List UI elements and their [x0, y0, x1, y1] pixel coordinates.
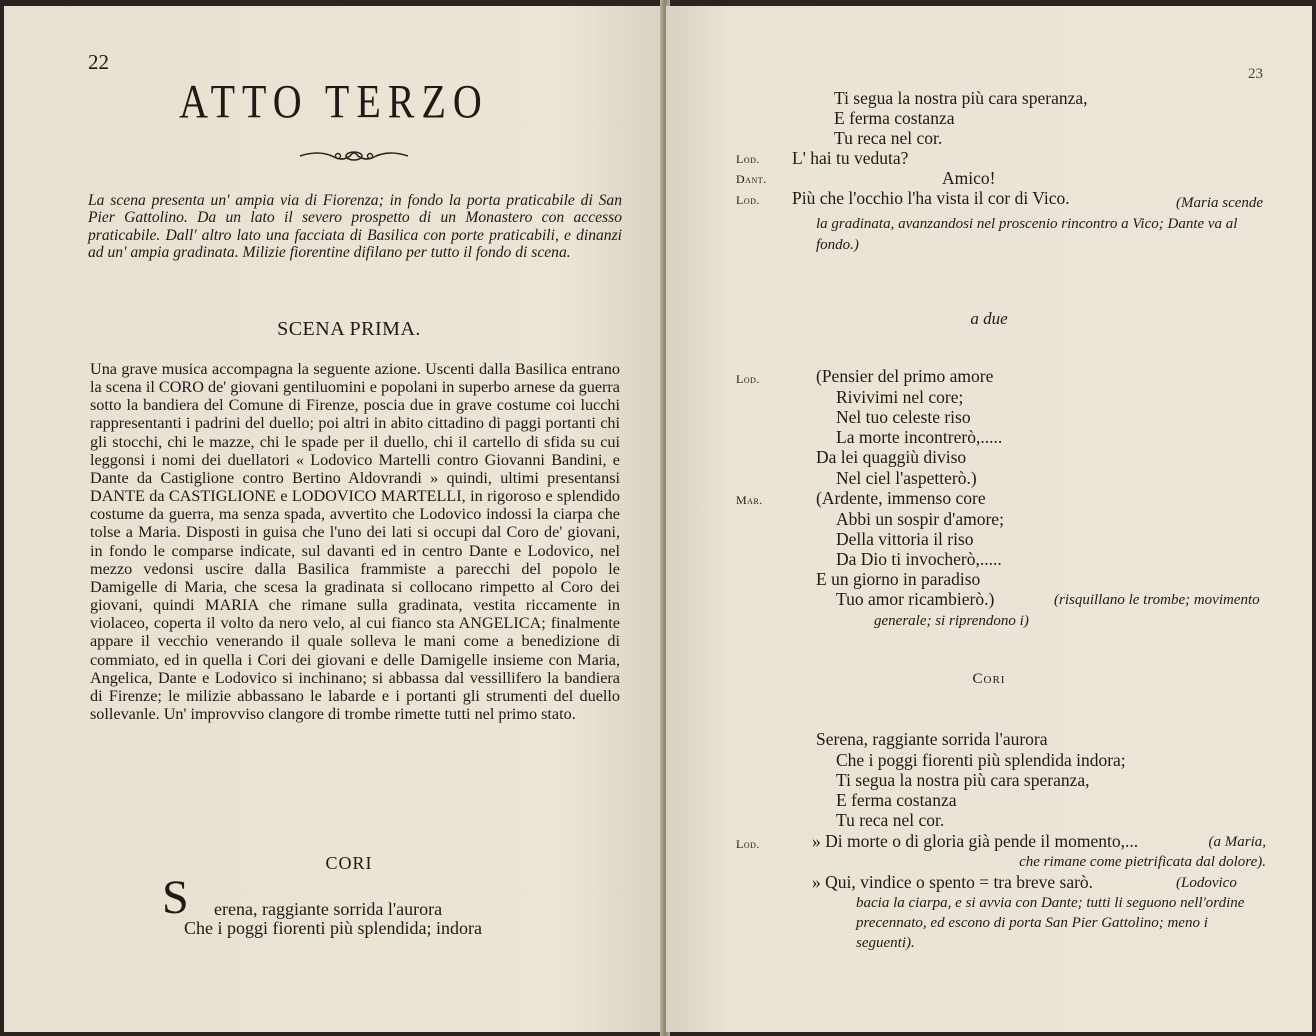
cori-heading: Cori: [972, 671, 1006, 687]
verse-line: E ferma costanza: [834, 108, 955, 128]
final-line: » Qui, vindice o spento = tra breve sarò.: [812, 872, 1094, 892]
stanza-line: (Ardente, immenso core: [816, 488, 986, 508]
scene-title: SCENA PRIMA.: [277, 318, 421, 340]
stanza-line: (Pensier del primo amore: [816, 366, 994, 386]
drop-cap: S: [162, 871, 189, 924]
chorus-line: Tu reca nel cor.: [836, 810, 945, 830]
stanza-line: Nel tuo celeste riso: [836, 407, 971, 427]
chorus-line: Serena, raggiante sorrida l'aurora: [816, 729, 1048, 749]
speaker-label: Lod.: [736, 152, 760, 166]
stanza-line: Della vittoria il riso: [836, 529, 974, 549]
stanza-line: Abbi un sospir d'amore;: [836, 509, 1004, 529]
stanza-line: Da Dio ti invocherò,.....: [836, 549, 1002, 569]
chorus-line: E ferma costanza: [836, 790, 957, 810]
act-title: ATTO TERZO: [179, 74, 489, 129]
stanza-line: La morte incontrerò,.....: [836, 427, 1003, 447]
chorus-line-2: Che i poggi fiorenti più splendida; indora: [184, 918, 482, 938]
scene-description: La scena presenta un' ampia via di Fiorenza; in fondo la porta praticabile di San Pier Gattolino. Da un lato il severo prospetto di un Monastero con accesso praticabile. Dall' altro lato una facciata di Basilica con porte praticabili, e dinanzi ad un' ampia gradinata. Milizie fiorentine difilano per tutto il fondo di scena.: [88, 192, 622, 262]
dialog-line: Più che l'occhio l'ha vista il cor di Vico.: [792, 188, 1070, 208]
speaker-label: Mar.: [736, 493, 763, 507]
speaker-label: Dant.: [736, 172, 767, 186]
ornament-divider: [298, 146, 410, 166]
verse-line: Ti segua la nostra più cara speranza,: [834, 88, 1088, 108]
stage-direction: (Maria scende la gradinata, avanzandosi nel proscenio rincontro a Vico; Dante va al fondo.): [816, 195, 1264, 253]
stanza-line: Tuo amor ricambierò.): [836, 589, 995, 609]
final-line: » Di morte o di gloria già pende il momento,...: [812, 831, 1139, 851]
speaker-label: Lod.: [736, 837, 760, 851]
right-page: [666, 6, 1312, 1032]
chorus-line: Ti segua la nostra più cara speranza,: [836, 770, 1090, 790]
stanza-line: E un giorno in paradiso: [816, 569, 981, 589]
stage-direction: (Lodovico bacia la ciarpa, e si avvia con Dante; tutti li seguono nell'ordine precennato, ed escono di porta San Pier Gattolino; meno i seguenti).: [856, 875, 1245, 951]
left-page: [4, 6, 664, 1032]
speaker-label: Lod.: [736, 372, 760, 386]
chorus-line-1: erena, raggiante sorrida l'aurora: [214, 899, 443, 919]
chorus-line: Che i poggi fiorenti più splendida indora;: [836, 750, 1126, 770]
page-number-left: 22: [88, 50, 109, 74]
stage-direction: (a Maria, che rimane come pietrificata dal dolore).: [1019, 834, 1266, 870]
stanza-line: Nel ciel l'aspetterò.): [836, 468, 977, 488]
dialog-line: Amico!: [942, 168, 996, 188]
stage-direction: (risquillano le trombe; movimento generale; si riprendono i): [874, 592, 1260, 629]
chorus-heading: CORI: [325, 853, 373, 873]
speaker-label: Lod.: [736, 193, 760, 207]
page-number-right: 23: [1248, 66, 1263, 82]
action-paragraph: Una grave musica accompagna la seguente azione. Uscenti dalla Basilica entrano la scena il CORO de' giovani gentiluomini e popolani in superbo arnese da guerra sotto la bandiera del Comune di Firenze, poscia due in grave costume coi lucchi rappresentanti i padrini del duello; poi altri in abito cittadino di paggi portanti chi gli stocchi, chi le mazze, chi le spade per il duello, chi il cartello di sfida su cui leggonsi i nomi dei duellatori « Lodovico Martelli contro Giovanni Bandini, e Dante da Castiglione contro Bertino Aldovrandi » quindi, ultimi presentansi DANTE da CASTIGLIONE e LODOVICO MARTELLI, in rigoroso e splendido costume da guerra, ma senza spada, avvertito che Lodovico indossi la ciarpa che tolse a Maria. Disposti in guisa che l'uno dei lati si occupi dal Coro de' giovani, in fondo le comparse indicate, sul davanti ed in centro Dante e Lodovico, nel mezzo vedonsi uscire dalla Basilica frammiste a parecchi del popolo le Damigelle di Maria, che scesa la gradinata si collocano rimpetto al Coro dei giovani, quindi MARIA che rimane sulla gradinata, vestita riccamente in violaceo, coperta il volto da nero velo, al cui fianco sta ANGELICA; finalmente appare il vecchio venerando il quale solleva le mani come a benedizione di commiato, ed in quella i Cori dei giovani e delle Damigelle insieme con Maria, Angelica, Dante e Lodovico si inchinano; si abbassa dal vessillifero la bandiera di Firenze; le milizie abbassano le labarde e i portanti gli strumenti del duello sollevanle. Un' improvviso clangore di trombe rimette tutti nel primo stato.: [90, 360, 620, 723]
a-due-heading: a due: [970, 309, 1008, 328]
verse-line: Tu reca nel cor.: [834, 128, 943, 148]
stanza-line: Da lei quaggiù diviso: [816, 447, 967, 467]
dialog-line: L' hai tu veduta?: [792, 148, 909, 168]
stanza-line: Rivivimi nel core;: [836, 387, 964, 407]
